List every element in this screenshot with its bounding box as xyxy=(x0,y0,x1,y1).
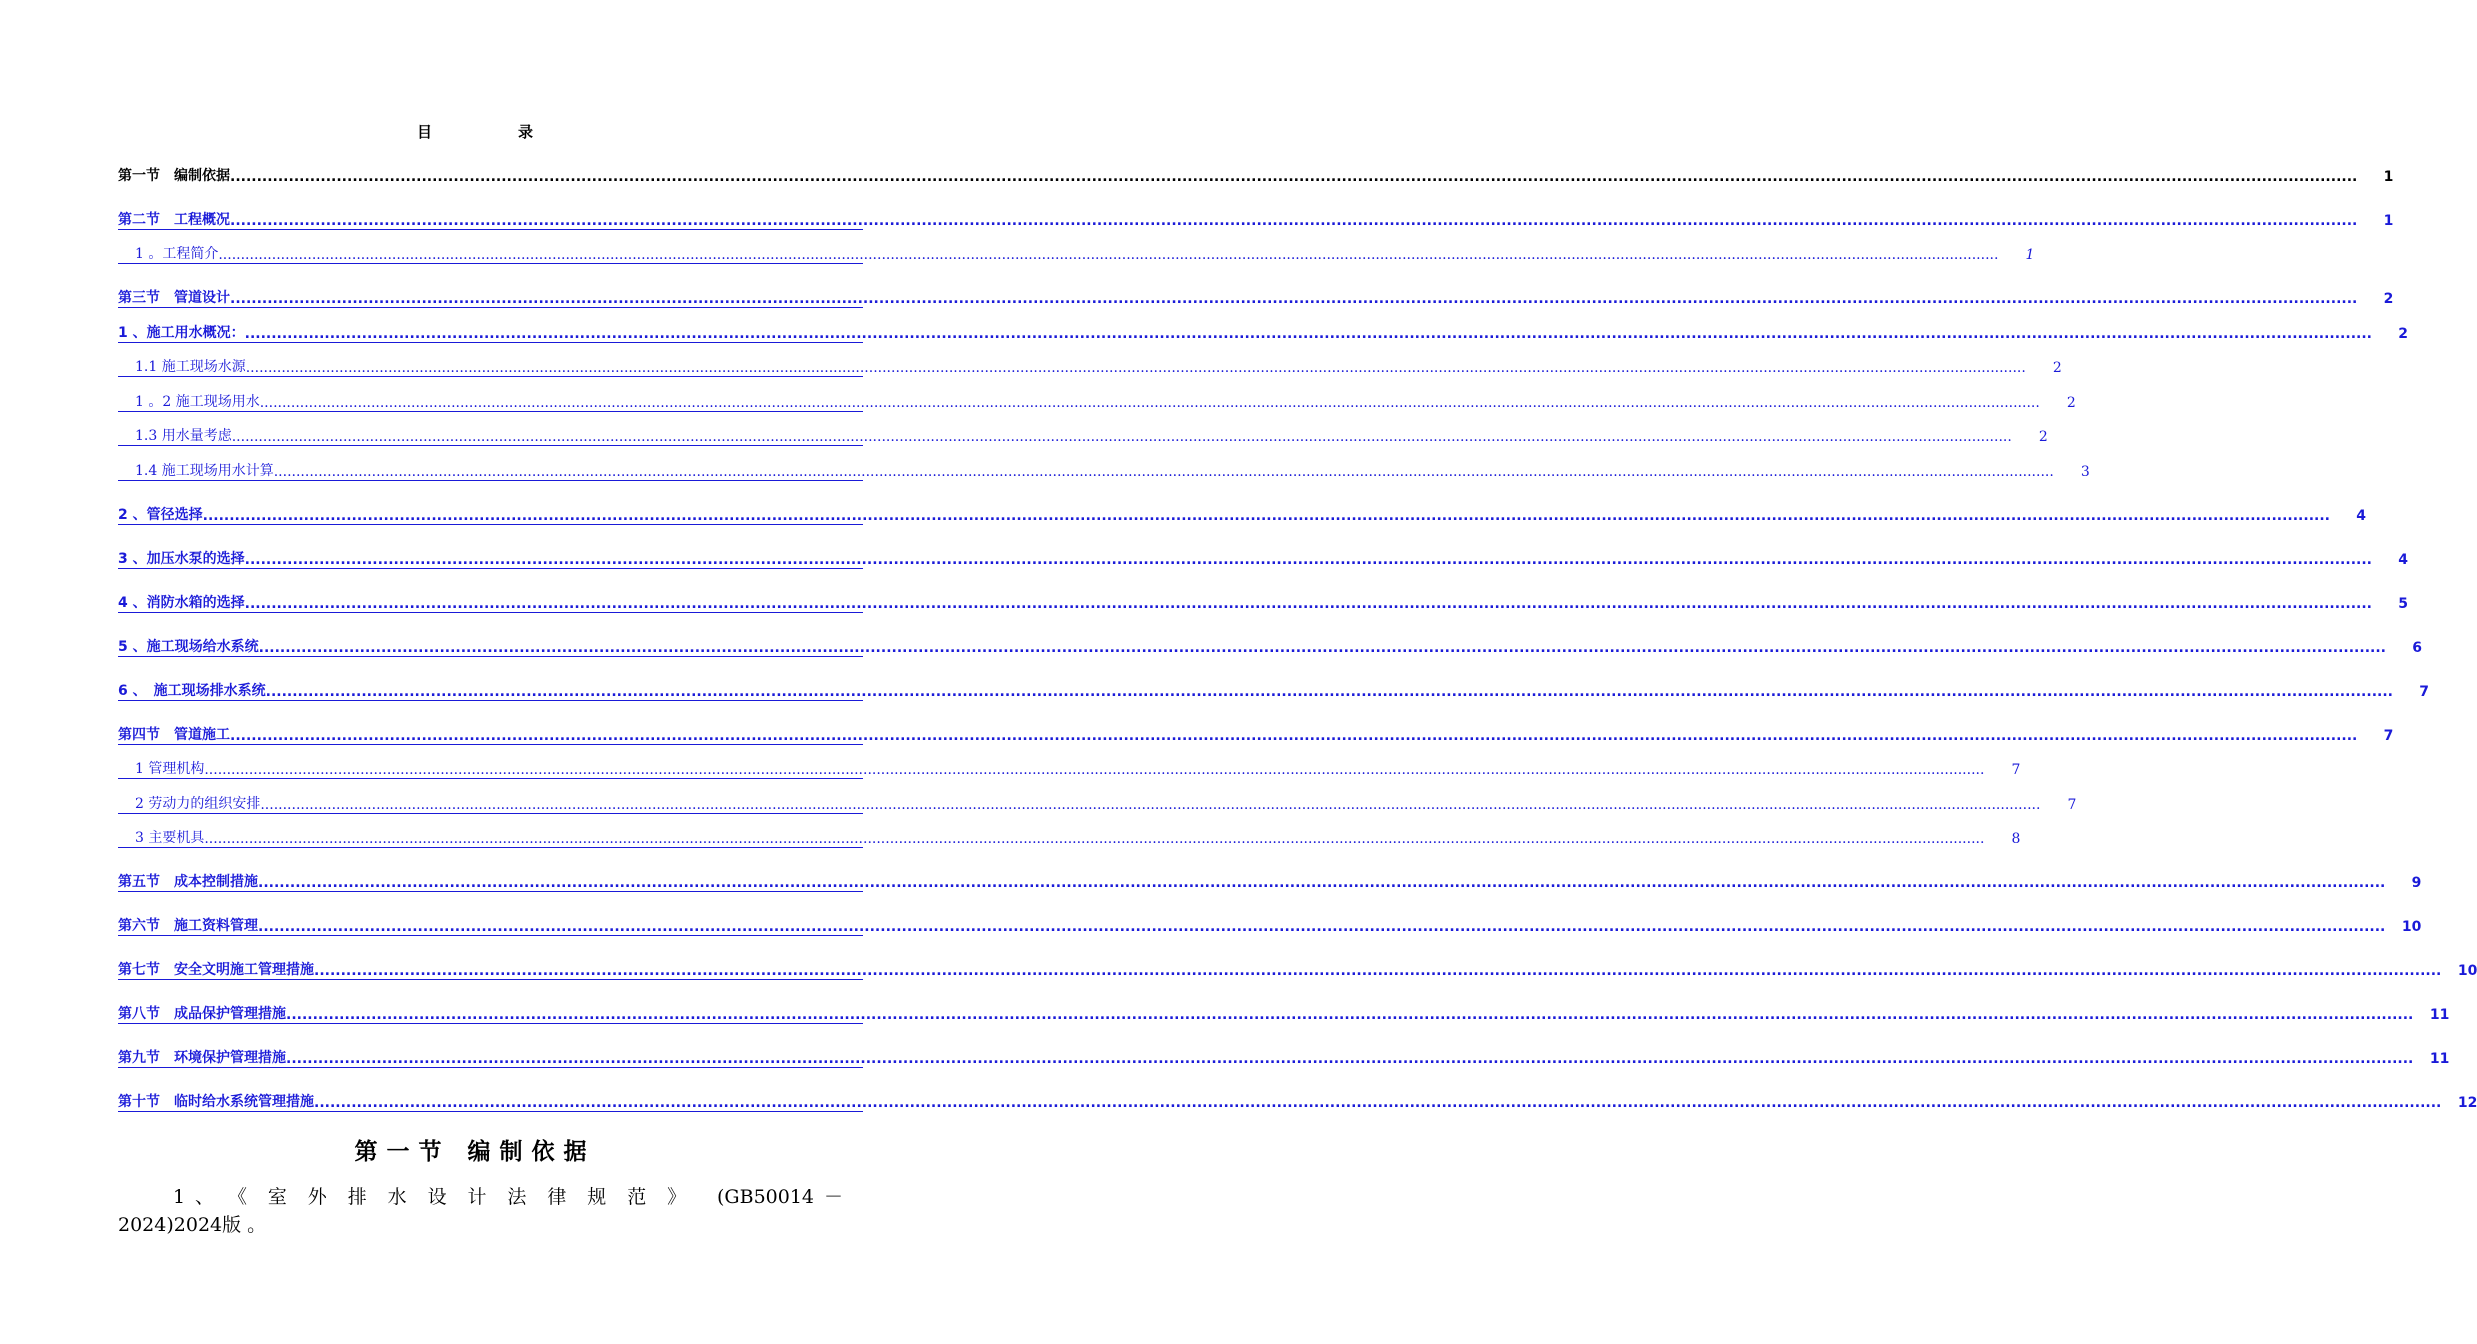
toc-entry-page: 11 xyxy=(2429,1051,2450,1067)
toc-entry-label: 1.4 施工现场用水计算 xyxy=(135,463,274,479)
toc-entry-label: 第九节 环境保护管理措施 xyxy=(118,1050,286,1066)
toc-dot-leader: ................................................................................................................................................................................................................................................................................................................................................................................................................ xyxy=(204,762,1985,778)
toc-entry[interactable] xyxy=(118,460,2090,481)
toc-entry-page: 7 xyxy=(2383,728,2394,744)
toc-entry-page: 8 xyxy=(2011,831,2021,847)
toc-entry-page: 7 xyxy=(2419,684,2429,700)
toc-entry[interactable] xyxy=(118,322,2408,343)
toc-dot-leader: ................................................................................................................................................................................................................................................................................................................................................................................................................ xyxy=(273,464,2054,480)
toc-entry-label: 第一节 编制依据 xyxy=(118,168,230,184)
toc-entry-label: 1 。2 施工现场用水 xyxy=(135,394,260,410)
toc-entry[interactable] xyxy=(118,1047,2450,1068)
toc-entry-page: 2 xyxy=(2066,395,2076,411)
toc-title xyxy=(0,121,950,142)
section-heading: 第一节 编制依据 xyxy=(354,1139,596,1165)
toc-entry-label: 4 、消防水箱的选择 xyxy=(118,595,245,611)
toc-entry[interactable] xyxy=(118,287,2394,308)
toc-dot-leader: ................................................................................................................................................................................................................................................................................................................................................................................................................ xyxy=(204,831,1985,847)
toc-entry-label: 3 主要机具 xyxy=(135,830,205,846)
toc-entry[interactable] xyxy=(118,724,2394,745)
toc-dot-leader: ................................................................................................................................................................................................................................................................................................................................................................................................................ xyxy=(244,552,2372,568)
toc-dot-leader: ................................................................................................................................................................................................................................................................................................................................................................................................................ xyxy=(314,1095,2442,1111)
toc-dot-leader: ................................................................................................................................................................................................................................................................................................................................................................................................................ xyxy=(218,247,1999,263)
toc-entry-page: 2 xyxy=(2052,360,2062,376)
toc-dot-leader: ................................................................................................................................................................................................................................................................................................................................................................................................................ xyxy=(259,395,2040,411)
toc-entry-page: 7 xyxy=(2011,762,2021,778)
toc-entry[interactable] xyxy=(118,758,2021,779)
toc-title-right: 录 xyxy=(518,123,534,141)
toc-entry[interactable] xyxy=(118,793,2077,814)
toc-entry[interactable] xyxy=(118,592,2408,613)
toc-dot-leader: ................................................................................................................................................................................................................................................................................................................................................................................................................ xyxy=(244,326,2372,342)
toc-entry-label: 第八节 成品保护管理措施 xyxy=(118,1006,286,1022)
toc-entry[interactable] xyxy=(118,959,2477,980)
toc-entry-label: 3 、加压水泵的选择 xyxy=(118,551,245,567)
toc-entry-page: 11 xyxy=(2429,1007,2450,1023)
toc-entry-page: 10 xyxy=(2401,919,2422,935)
toc-dot-leader: ................................................................................................................................................................................................................................................................................................................................................................................................................ xyxy=(286,1007,2414,1023)
toc-dot-leader: ................................................................................................................................................................................................................................................................................................................................................................................................................ xyxy=(258,919,2386,935)
toc-entry[interactable] xyxy=(118,636,2422,657)
toc-entry-label: 第五节 成本控制措施 xyxy=(118,874,258,890)
toc-dot-leader: ................................................................................................................................................................................................................................................................................................................................................................................................................ xyxy=(260,797,2041,813)
toc-entry[interactable] xyxy=(118,425,2048,446)
toc-dot-leader: ................................................................................................................................................................................................................................................................................................................................................................................................................ xyxy=(258,640,2386,656)
toc-dot-leader: ................................................................................................................................................................................................................................................................................................................................................................................................................ xyxy=(230,728,2358,744)
toc-entry-page: 1 xyxy=(2383,213,2394,229)
toc-dot-leader: ................................................................................................................................................................................................................................................................................................................................................................................................................ xyxy=(265,684,2393,700)
toc-entry-page: 10 xyxy=(2457,963,2477,979)
toc-entry-label: 1 管理机构 xyxy=(135,761,205,777)
toc-entry-label: 第二节 工程概况 xyxy=(118,212,230,228)
toc-entry-label: 2 劳动力的组织安排 xyxy=(135,796,261,812)
toc-entry-label: 2 、管径选择 xyxy=(118,507,203,523)
toc-entry-page: 12 xyxy=(2457,1095,2477,1111)
toc-entry-label: 1 、施工用水概况： xyxy=(118,325,245,341)
toc-entry-page: 9 xyxy=(2411,875,2422,891)
toc-entry[interactable] xyxy=(118,1091,2477,1112)
toc-entry-page: 4 xyxy=(2356,508,2366,524)
toc-dot-leader: ................................................................................................................................................................................................................................................................................................................................................................................................................ xyxy=(244,596,2372,612)
toc-entry[interactable] xyxy=(118,871,2422,892)
toc-entry[interactable] xyxy=(118,827,2021,848)
toc-entry-label: 第六节 施工资料管理 xyxy=(118,918,258,934)
toc-dot-leader: ................................................................................................................................................................................................................................................................................................................................................................................................................ xyxy=(286,1051,2414,1067)
toc-dot-leader: ................................................................................................................................................................................................................................................................................................................................................................................................................ xyxy=(314,963,2442,979)
toc-entry-page: 2 xyxy=(2383,291,2394,307)
toc-entry-page: 3 xyxy=(2080,464,2090,480)
toc-entry[interactable] xyxy=(118,1003,2450,1024)
toc-entry-label: 6 、 施工现场排水系统 xyxy=(118,683,266,699)
toc-entry[interactable] xyxy=(118,356,2062,377)
toc-entry-page: 7 xyxy=(2067,797,2077,813)
toc-entry-label: 1 。工程简介 xyxy=(135,246,219,262)
toc-dot-leader: ................................................................................................................................................................................................................................................................................................................................................................................................................ xyxy=(230,291,2358,307)
toc-entry[interactable] xyxy=(118,243,2035,264)
toc-entry-label: 5 、施工现场给水系统 xyxy=(118,639,259,655)
toc-dot-leader: ................................................................................................................................................................................................................................................................................................................................................................................................................ xyxy=(230,213,2358,229)
toc-entry-label: 1.1 施工现场水源 xyxy=(135,359,246,375)
section-paragraph xyxy=(118,1183,843,1239)
toc-entry-page: 5 xyxy=(2398,596,2408,612)
toc-entry-page: 1 xyxy=(2025,247,2035,263)
toc-entry[interactable] xyxy=(118,504,2366,525)
toc-entry-page: 6 xyxy=(2412,640,2422,656)
para-suffix: (GB50014 －2024)2024版 。 xyxy=(118,1186,843,1236)
toc-entry-label: 1.3 用水量考虑 xyxy=(135,428,232,444)
toc-entry[interactable] xyxy=(118,391,2076,412)
toc-entry[interactable] xyxy=(118,209,2394,230)
toc-entry-page: 1 xyxy=(2383,169,2394,185)
toc-entry xyxy=(118,165,2394,185)
toc-entry-label: 第七节 安全文明施工管理措施 xyxy=(118,962,314,978)
toc-entry-page: 2 xyxy=(2038,429,2048,445)
toc-dot-leader: ................................................................................................................................................................................................................................................................................................................................................................................................................ xyxy=(245,360,2026,376)
toc-dot-leader: ................................................................................................................................................................................................................................................................................................................................................................................................................ xyxy=(231,429,2012,445)
toc-entry[interactable] xyxy=(118,548,2408,569)
toc-entry[interactable] xyxy=(118,915,2422,936)
toc-dot-leader: ................................................................................................................................................................................................................................................................................................................................................................................................................ xyxy=(202,508,2330,524)
toc-entry-page: 2 xyxy=(2398,326,2408,342)
toc-dot-leader: ................................................................................................................................................................................................................................................................................................................................................................................................................ xyxy=(258,875,2386,891)
toc-dot-leader: ................................................................................................................................................................................................................................................................................................................................................................................................................ xyxy=(230,169,2358,185)
toc-entry-page: 4 xyxy=(2398,552,2408,568)
para-reference: 《室外排水设计法律规范》 xyxy=(227,1186,708,1208)
toc-title-left: 目 xyxy=(416,123,432,141)
toc-entry-label: 第三节 管道设计 xyxy=(118,290,230,306)
para-prefix: 1 、 xyxy=(173,1186,218,1208)
toc-entry-label: 第十节 临时给水系统管理措施 xyxy=(118,1094,314,1110)
toc-entry[interactable] xyxy=(118,680,2429,701)
toc-entry-label: 第四节 管道施工 xyxy=(118,727,230,743)
